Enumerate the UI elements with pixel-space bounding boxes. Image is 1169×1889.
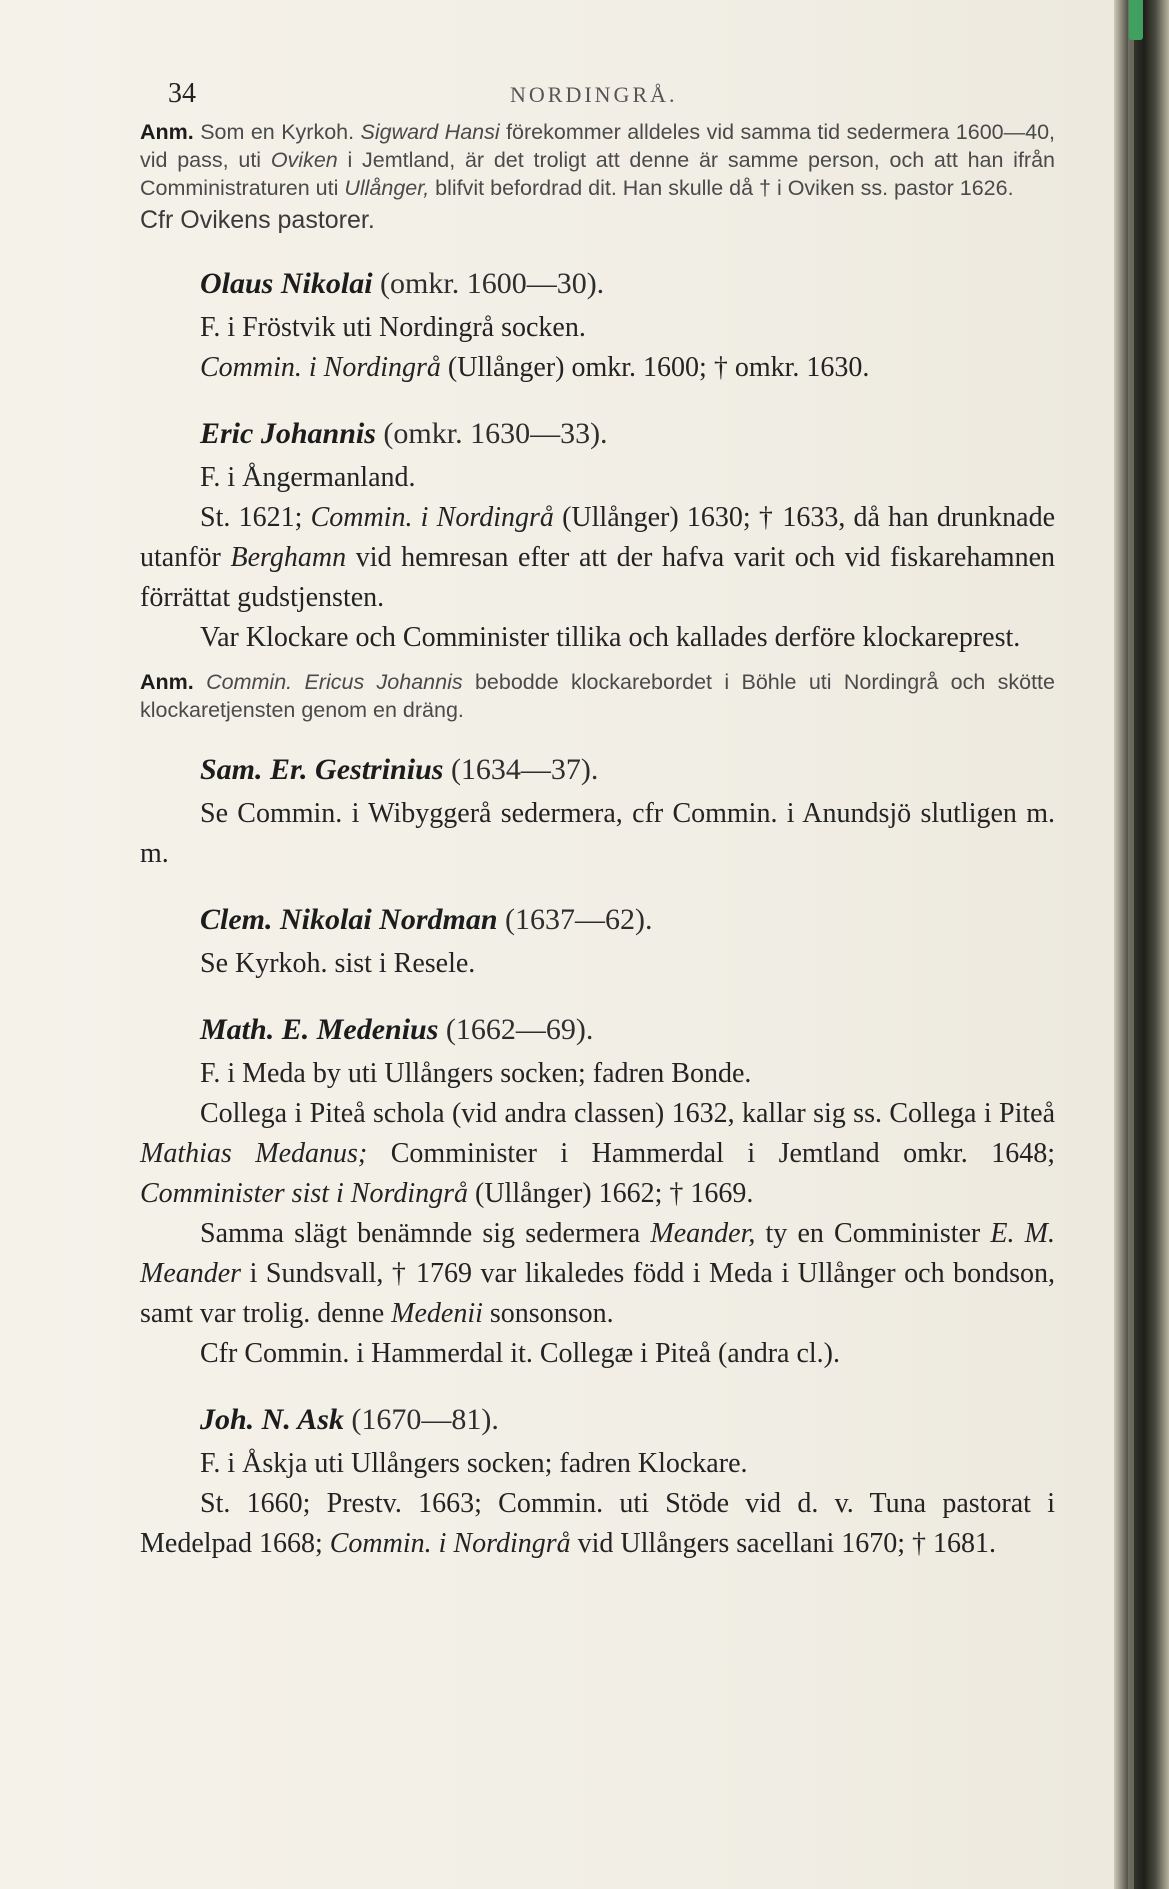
entry-career-paragraph: St. 1621; Commin. i Nordingrå (Ullånger) 1630; † 1633, då han drunknade utanför Berghamn vid hemresan efter att der hafva varit och vid fiskarehamnen förrättat gudstjensten. xyxy=(140,502,1055,613)
entry-years: (1670—81). xyxy=(343,1403,499,1436)
note-ericus-johannis: Anm. Commin. Ericus Johannis bebodde klockarebordet i Böhle uti Nordingrå och skötte klockaretjensten genom en dräng. xyxy=(140,670,1055,722)
entry-name: Joh. N. Ask xyxy=(200,1403,344,1436)
running-head: NORDINGRÅ. xyxy=(510,82,678,107)
entry-crossref-line: Cfr Commin. i Hammerdal it. Collegæ i Piteå (andra cl.). xyxy=(200,1338,840,1369)
book-spine-edge xyxy=(1114,0,1169,1889)
entry-name: Math. E. Medenius xyxy=(200,1013,439,1046)
entry-heading-olaus xyxy=(200,264,1055,304)
note-label: Anm. xyxy=(140,670,194,694)
page-number: 34 xyxy=(168,78,196,109)
entry-career-paragraph: St. 1660; Prestv. 1663; Commin. uti Stöde vid d. v. Tuna pastorat i Medelpad 1668; Commin. i Nordingrå vid Ullångers sacellani 1670; † 1681. xyxy=(140,1488,1055,1559)
entry-heading-math xyxy=(200,1010,1055,1050)
spine-marker-tab xyxy=(1129,0,1143,40)
page-header xyxy=(140,78,1060,114)
entry-years: (1637—62). xyxy=(497,903,653,936)
entry-remark-paragraph: Var Klockare och Comminister tillika och kallades derföre klockareprest. xyxy=(200,622,1021,653)
entry-heading-eric xyxy=(200,414,1055,454)
page-content xyxy=(140,118,1055,1564)
entry-career-paragraph: Collega i Piteå schola (vid andra classen) 1632, kallar sig ss. Collega i Piteå Mathias Medanus; Comminister i Hammerdal i Jemtland omkr. 1648; Comminister sist i Nordingrå (Ullånger) 1662; † 1669. xyxy=(140,1098,1055,1209)
entry-birth-line: F. i Åskja uti Ullångers socken; fadren Klockare. xyxy=(200,1448,748,1479)
entry-name: Clem. Nikolai Nordman xyxy=(200,903,498,936)
entry-family-paragraph: Samma slägt benämnde sig sedermera Meander, ty en Comminister E. M. Meander i Sundsvall, † 1769 var likaledes född i Meda i Ullånger och bondson, samt var trolig. denne Medenii sonsonson. xyxy=(140,1218,1055,1329)
note-crossref: Cfr Ovikens pastorer. xyxy=(140,206,375,234)
note-label: Anm. xyxy=(140,120,194,144)
entry-years: (1662—69). xyxy=(438,1013,594,1046)
entry-heading-clem xyxy=(200,900,1055,940)
entry-career-line: Commin. i Nordingrå (Ullånger) omkr. 1600; † omkr. 1630. xyxy=(200,352,870,383)
entry-name: Eric Johannis xyxy=(200,417,376,450)
entry-years: (omkr. 1600—30). xyxy=(372,267,605,300)
entry-heading-joh xyxy=(200,1400,1055,1440)
entry-birth-line: F. i Ångermanland. xyxy=(200,462,416,493)
entry-years: (omkr. 1630—33). xyxy=(375,417,608,450)
entry-name: Olaus Nikolai xyxy=(200,267,373,300)
entry-career-paragraph: Se Commin. i Wibyggerå sedermera, cfr Commin. i Anundsjö slutligen m. m. xyxy=(140,798,1055,869)
note-sigward-hansi: Anm. Som en Kyrkoh. Sigward Hansi förekommer alldeles vid samma tid sedermera 1600—40, vid pass, uti Oviken i Jemtland, är det troligt att denne är samme person, och att han ifrån Comministraturen uti Ullånger, blifvit befordrad dit. Han skulle då † i Oviken ss. pastor 1626. xyxy=(140,120,1056,200)
entry-career-line: Se Kyrkoh. sist i Resele. xyxy=(200,948,476,979)
entry-birth-line: F. i Fröstvik uti Nordingrå socken. xyxy=(200,312,586,343)
entry-birth-line: F. i Meda by uti Ullångers socken; fadren Bonde. xyxy=(200,1058,752,1089)
entry-name: Sam. Er. Gestrinius xyxy=(200,753,444,786)
entry-years: (1634—37). xyxy=(443,753,599,786)
entry-heading-sam xyxy=(200,750,1055,790)
